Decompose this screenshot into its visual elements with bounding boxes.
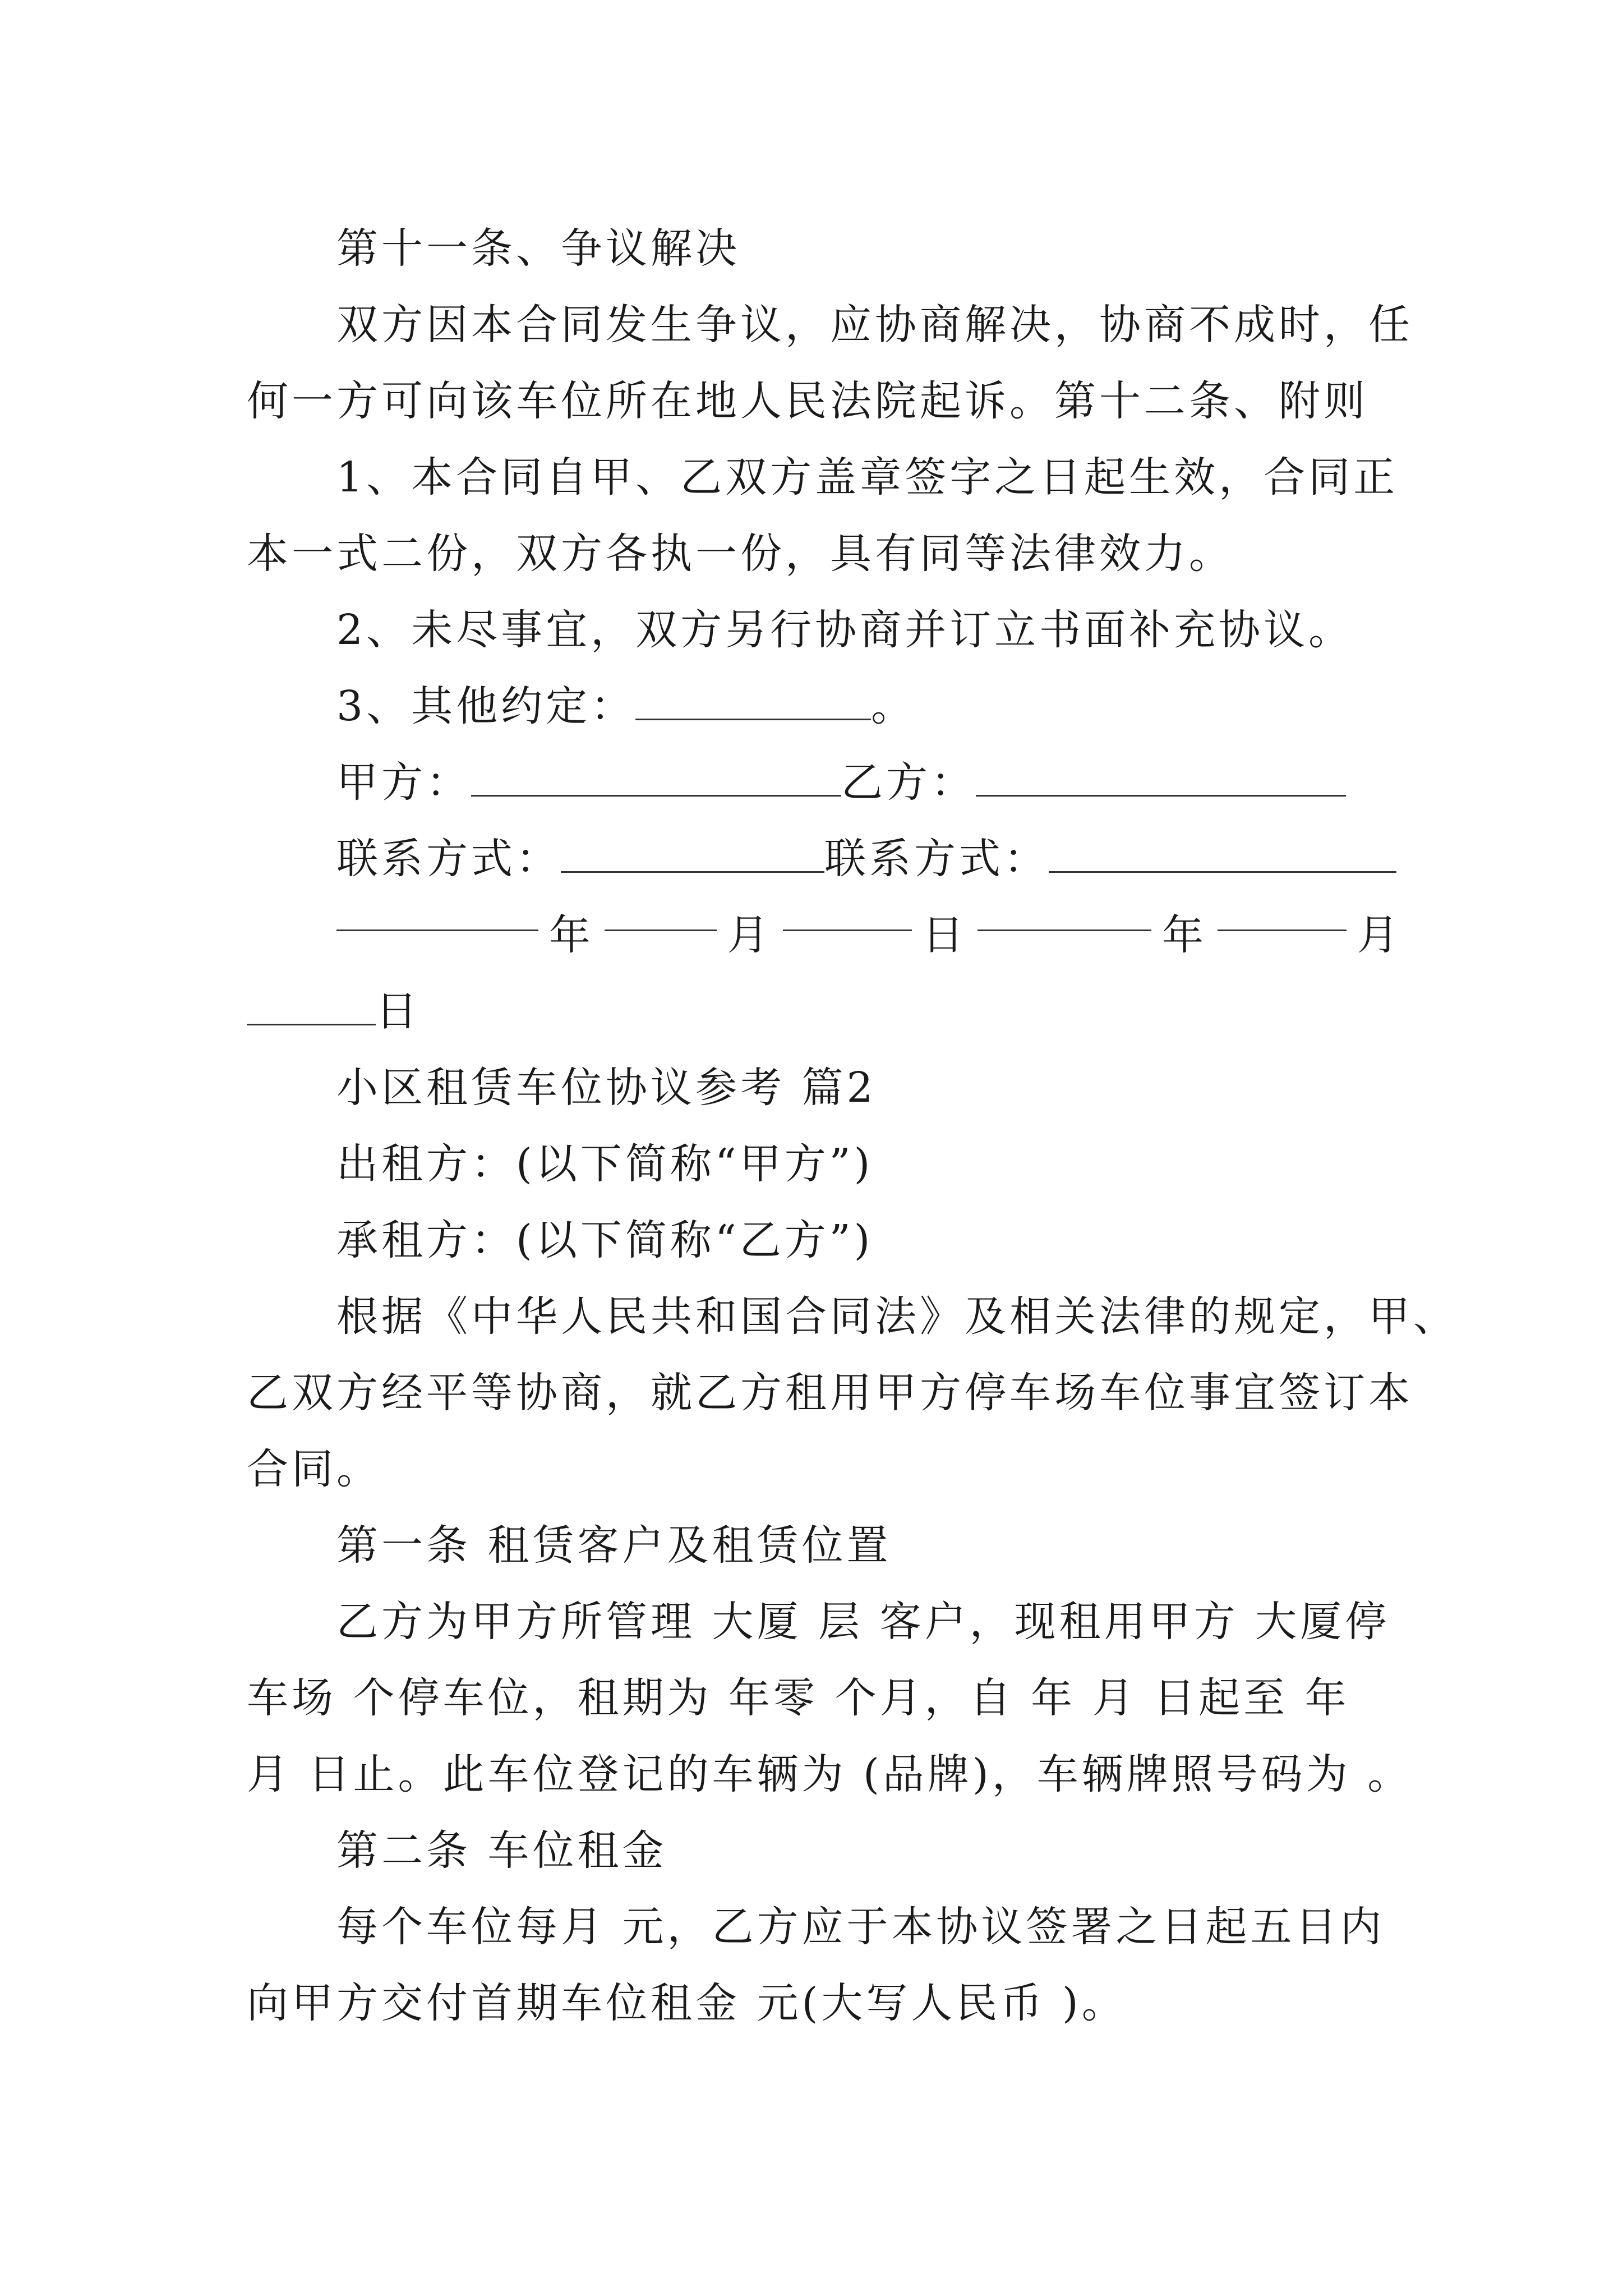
month-blank [1218,897,1347,931]
lessor-line: 出租方：(以下简称“甲方”) [336,1140,874,1188]
section2-title: 小区租赁车位协议参考 篇2 [336,1064,877,1112]
party-b-label: 乙方： [841,758,976,807]
article2-heading: 第二条 车位租金 [336,1826,667,1875]
contact-b-label: 联系方式： [824,835,1049,883]
paragraph-line: 乙方为甲方所管理 大厦 层 客户，现租用甲方 大厦停 [336,1598,1390,1646]
month-label: 月 [1357,911,1402,959]
day-blank [783,897,912,931]
paragraph-line: 合同。 [247,1445,381,1493]
month-blank [605,897,717,931]
contact-line [247,821,1402,897]
contact-b-blank [1049,839,1396,873]
year-blank [978,897,1151,931]
year-blank [336,897,538,931]
paragraph-line: 2、未尽事宜，双方另行协商并订立书面补充协议。 [336,606,1354,654]
lessee-line: 承租方：(以下简称“乙方”) [336,1216,874,1264]
party-b-blank [976,762,1346,797]
party-signature-line [247,744,1402,821]
paragraph-line: 根据《中华人民共和国合同法》及相关法律的规定，甲、 [336,1292,1458,1341]
paragraph-line: 1、本合同自甲、乙双方盖章签字之日起生效，合同正 [336,453,1399,501]
month-label: 月 [727,911,772,959]
paragraph-line: 乙双方经平等协商，就乙方租用甲方停车场车位事宜签订本 [247,1369,1413,1417]
paragraph-line: 何一方可向该车位所在地人民法院起诉。第十二条、附则 [247,377,1368,425]
paragraph-line: 向甲方交付首期车位租金 元(大写人民币 )。 [247,1979,1127,2027]
paragraph-line: 车场 个停车位，租期为 年零 个月，自 年 月 日起至 年 [247,1674,1350,1722]
contact-a-label: 联系方式： [336,835,561,883]
year-label: 年 [548,911,594,959]
day-label: 日 [376,987,421,1036]
paragraph-line: 双方因本合同发生争议，应协商解决，协商不成时，任 [336,301,1413,349]
period: 。 [871,682,916,730]
day-label: 日 [922,911,967,959]
paragraph-line: 本一式二份，双方各执一份，具有同等法律效力。 [247,530,1234,578]
party-a-blank [471,762,841,797]
contact-a-blank [561,839,824,873]
paragraph-line: 每个车位每月 元，乙方应于本协议签署之日起五日内 [336,1903,1385,1951]
other-agreement-line [247,668,1402,744]
document-body [247,210,1458,2041]
date-line [247,897,1402,973]
other-agreement-blank [635,686,871,720]
year-label: 年 [1162,911,1207,959]
article11-heading: 第十一条、争议解决 [336,224,740,273]
paragraph-line: 月 日止。此车位登记的车辆为 (品牌)，车辆牌照号码为 。 [247,1750,1413,1798]
other-agreement-label: 3、其他约定： [336,682,636,730]
day-blank [247,991,376,1025]
party-a-label: 甲方： [336,758,471,807]
date-line-continued [247,973,1402,1050]
article1-heading: 第一条 租赁客户及租赁位置 [336,1521,892,1570]
